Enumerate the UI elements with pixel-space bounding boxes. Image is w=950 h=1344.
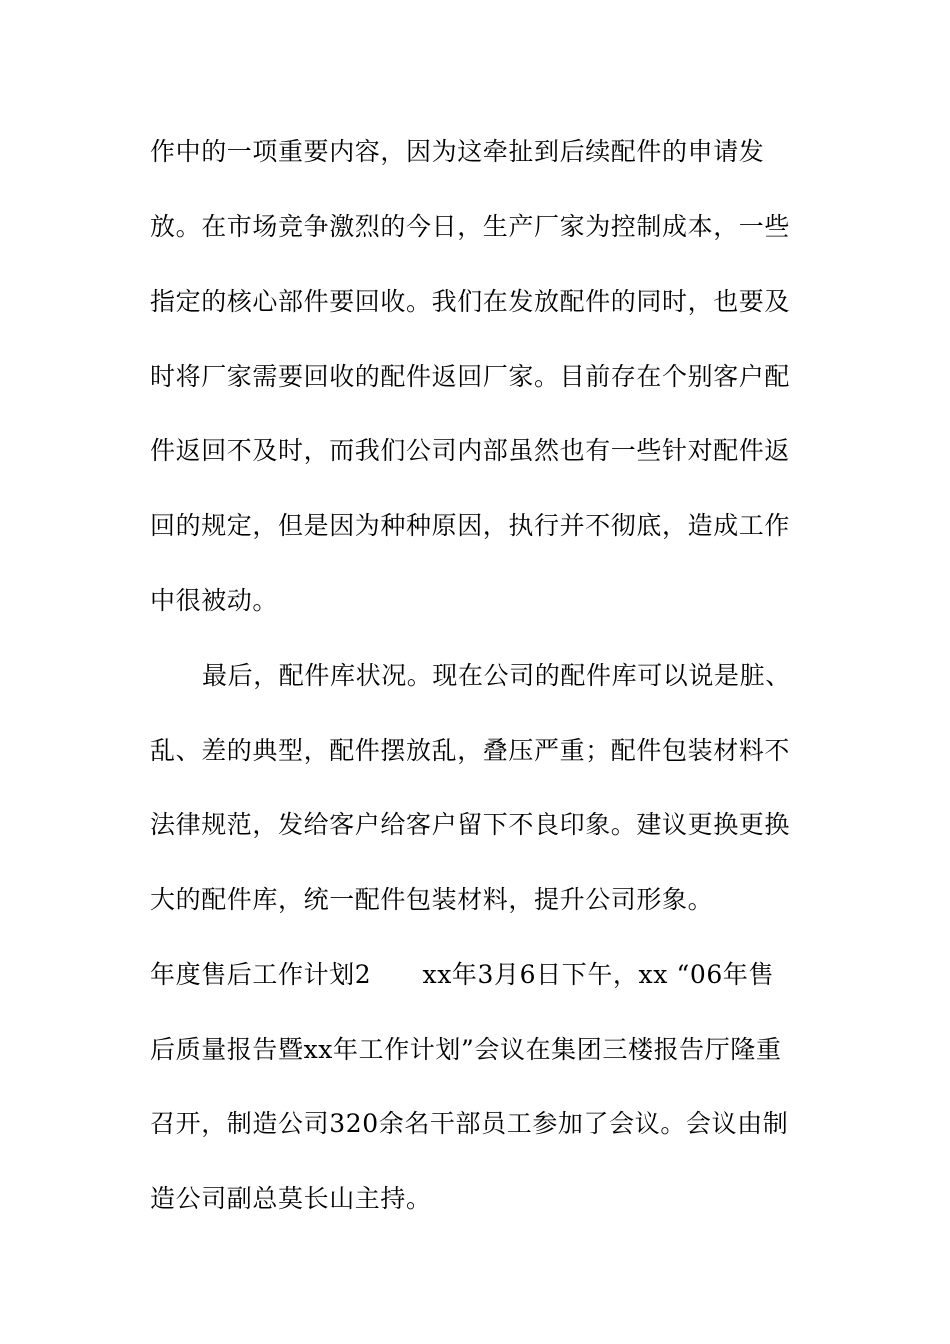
text-line: 大的配件库，统一配件包装材料，提升公司形象。 [150,885,714,914]
text-line: 后质量报告暨xx年工作计划”会议在集团三楼报告厅隆重 [150,1035,782,1064]
text-line: 指定的核心部件要回收。我们在发放配件的同时，也要及 [150,287,791,316]
text-line: 回的规定，但是因为种种原因，执行并不彻底，造成工作 [150,511,791,540]
section-heading-line: 年度售后工作计划2 xx年3月6日下午，xx “06年售 [150,960,775,989]
text-line: 乱、差的典型，配件摆放乱，叠压严重；配件包装材料不 [150,736,791,765]
text-line: 件返回不及时，而我们公司内部虽然也有一些针对配件返 [150,436,791,465]
text-line: 时将厂家需要回收的配件返回厂家。目前存在个别客户配 [150,362,791,391]
text-line: 中很被动。 [150,586,279,615]
text-line: 放。在市场竞争激烈的今日，生产厂家为控制成本，一些 [150,212,791,241]
paragraph-first-line: 最后，配件库状况。现在公司的配件库可以说是脏、 [202,661,791,690]
text-line: 造公司副总莫长山主持。 [150,1184,432,1213]
text-line: 法律规范，发给客户给客户留下不良印象。建议更换更换 [150,810,791,839]
text-line: 作中的一项重要内容，因为这牵扯到后续配件的申请发 [150,137,765,166]
text-line: 召开，制造公司320余名干部员工参加了会议。会议由制 [150,1109,789,1138]
